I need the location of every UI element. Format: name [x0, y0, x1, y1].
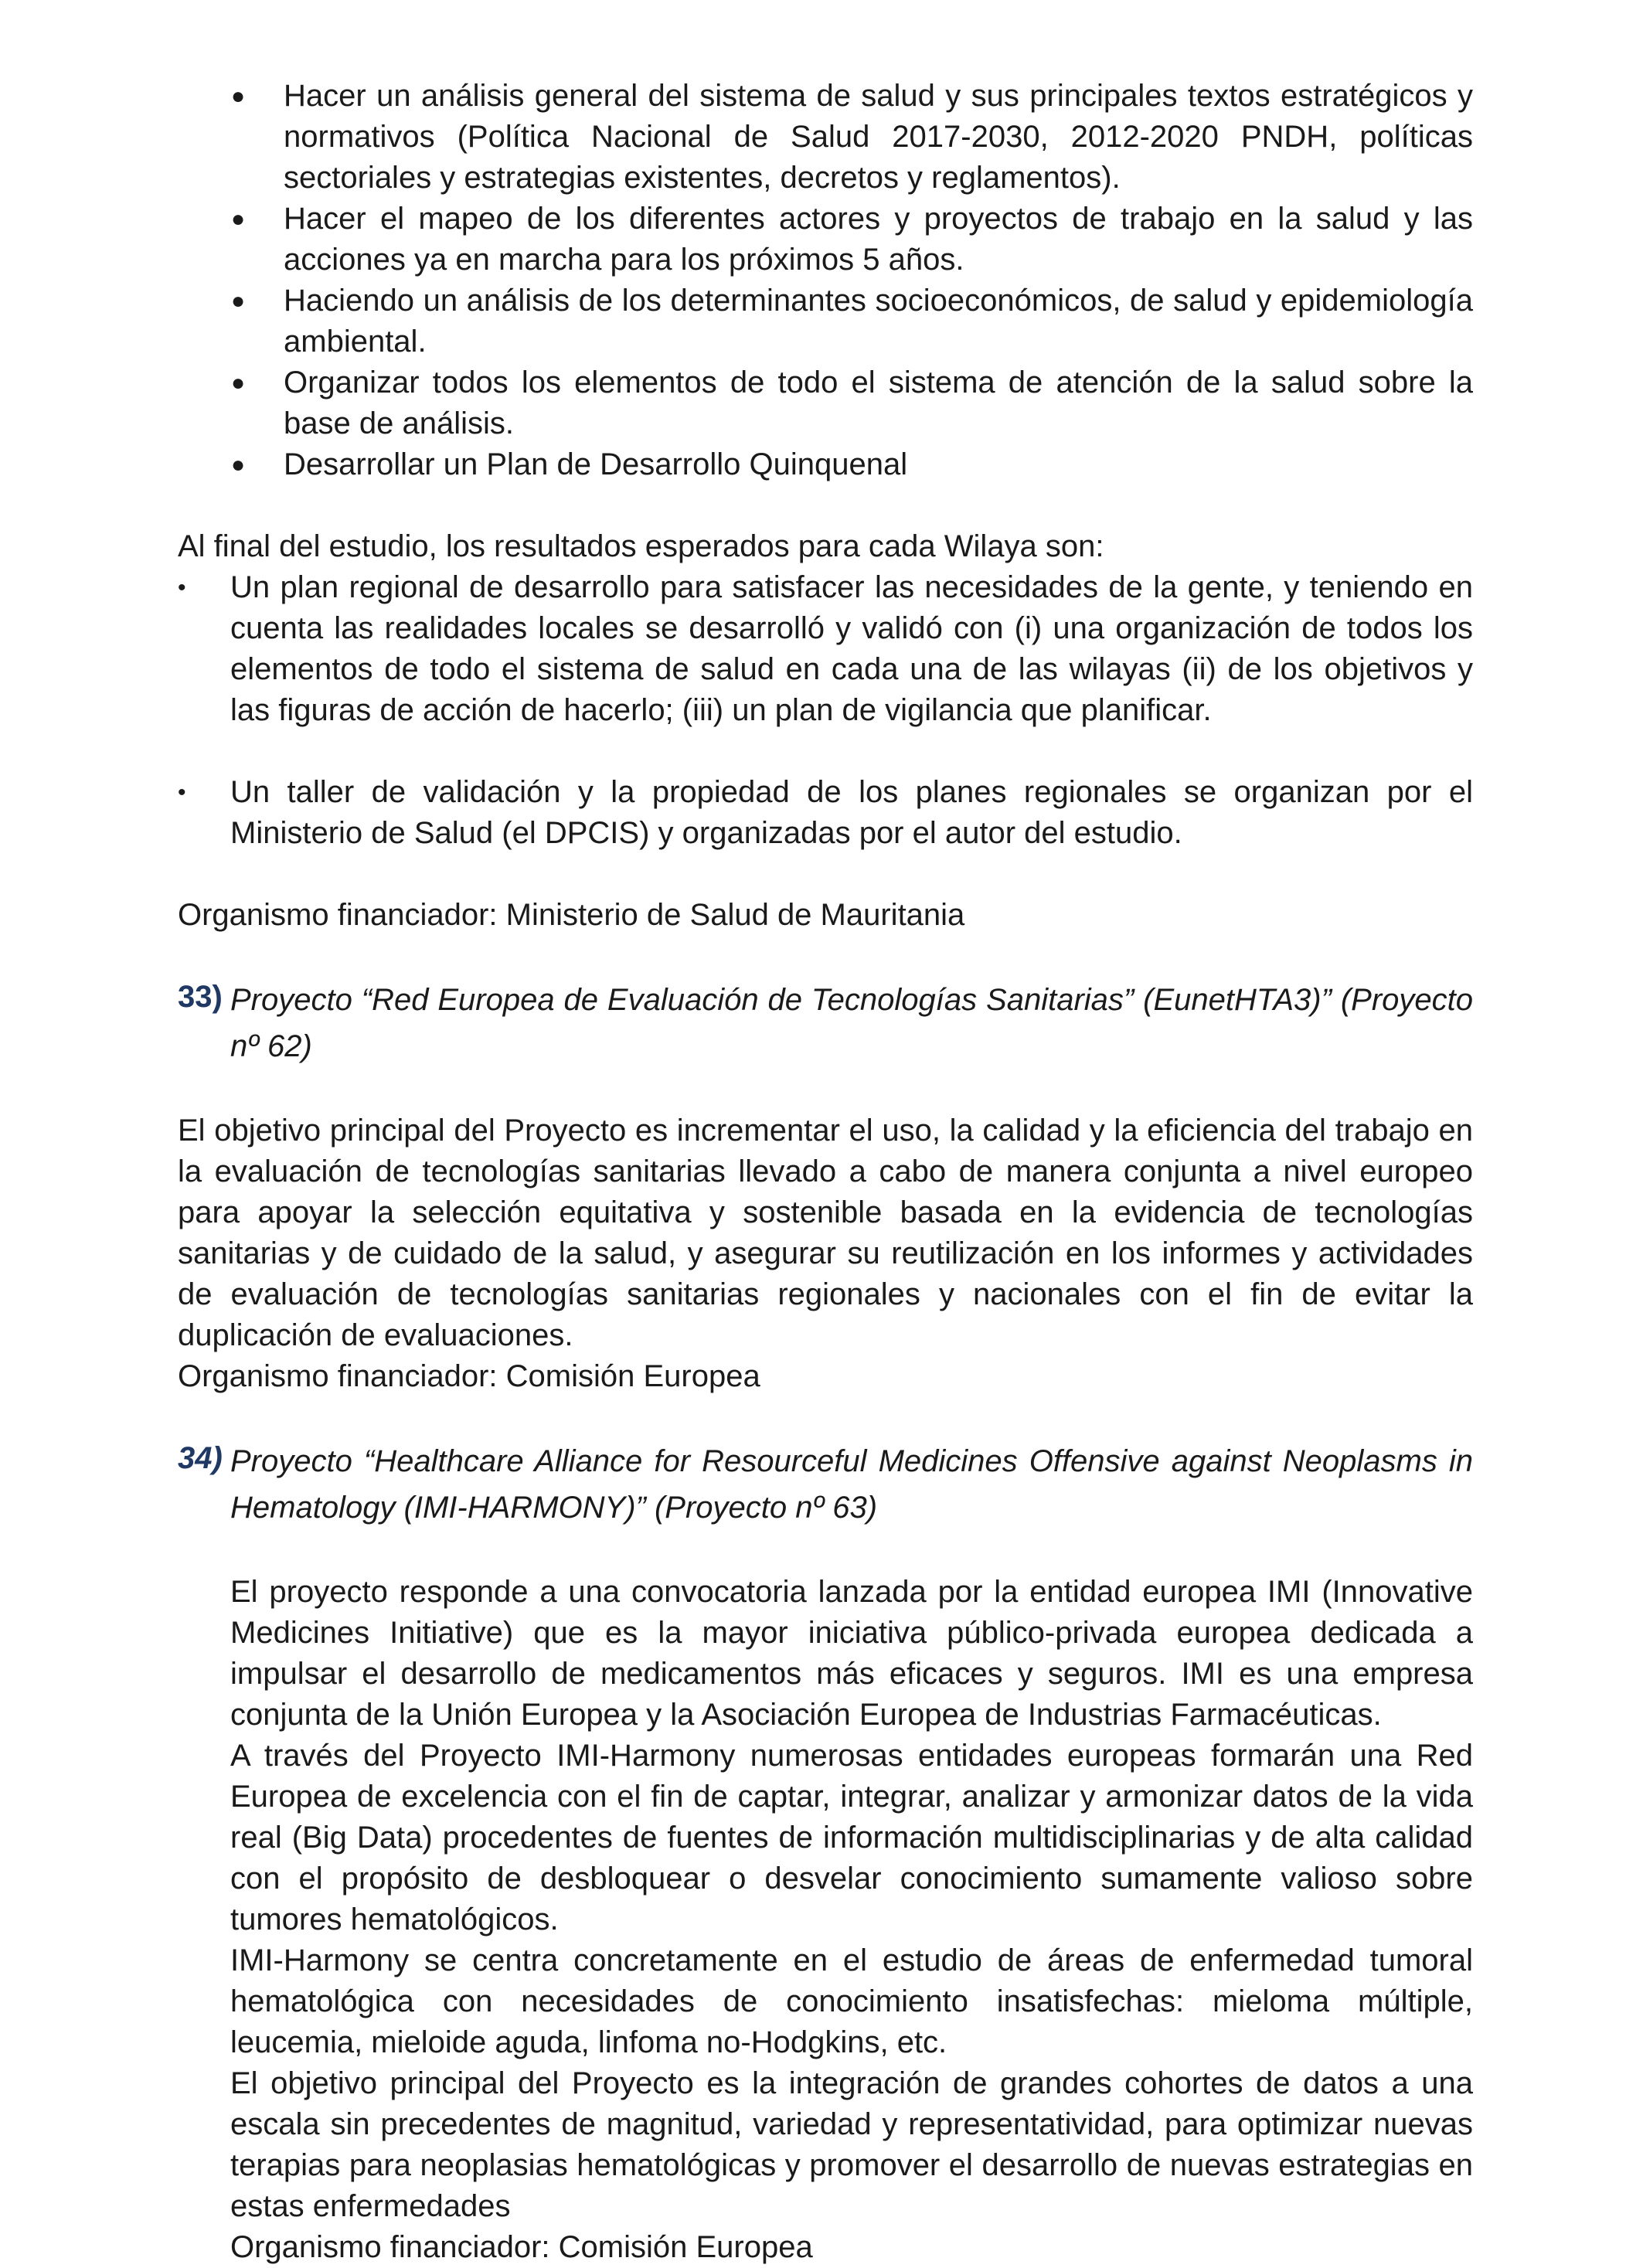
- project-paragraph: A través del Proyecto IMI-Harmony numerosas entidades europeas formarán una Red Europea de excelencia con el fin de captar, integrar, analizar y armonizar datos de la vida real (Big Data) procedentes de fuentes de información multidisciplinarias y de alta calidad con el propósito de desbloquear o desvelar conocimiento sumamente valioso sobre tumores hematológicos.: [230, 1739, 1473, 1936]
- spacer: [178, 485, 1473, 526]
- project-33-description: El objetivo principal del Proyecto es incrementar el uso, la calidad y la eficiencia del trabajo en la evaluación de tecnologías sanitarias llevado a cabo de manera conjunta a nivel europeo para apoyar la selección equitativa y sostenible basada en la evidencia de tecnologías sanitarias y de cuidado de la salud, y asegurar su reutilización en los informes y actividades de evaluación de tecnologías sanitarias regionales y nacionales con el fin de evitar la duplicación de evaluaciones.: [178, 1114, 1473, 1352]
- funder-line: Organismo financiador: Comisión Europea: [178, 1359, 760, 1393]
- list-item-text: Organizar todos los elementos de todo el sistema de atención de la salud sobre la base de análisis.: [284, 366, 1473, 440]
- list-item-text: Haciendo un análisis de los determinantes socioeconómicos, de salud y epidemiología ambiental.: [284, 284, 1473, 359]
- list-item: [178, 772, 1473, 854]
- spacer: [178, 936, 1473, 977]
- bullet-icon: ●: [231, 452, 246, 478]
- spacer: [178, 1531, 1473, 1572]
- page-content: [178, 76, 1473, 2268]
- list-item-text: Hacer un análisis general del sistema de salud y sus principales textos estratégicos y normativos (Política Nacional de Salud 2017-2030, 2012-2020 PNDH, políticas sectoriales y estrategias existentes, decretos y reglamentos).: [284, 79, 1473, 195]
- bullet-icon: ●: [231, 206, 246, 232]
- list-item: [231, 444, 1473, 485]
- project-paragraph: IMI-Harmony se centra concretamente en el estudio de áreas de enfermedad tumoral hematológica con necesidades de conocimiento insatisfechas: mieloma múltiple, leucemia, mieloide aguda, linfoma no-Hodgkins, etc.: [230, 1943, 1473, 2059]
- bullet-icon: •: [178, 575, 186, 600]
- bullet-icon: ●: [231, 83, 246, 109]
- bullet-icon: ●: [231, 370, 246, 396]
- list-item: [231, 281, 1473, 362]
- project-title: Proyecto “Red Europea de Evaluación de Tecnologías Sanitarias” (EunetHTA3)” (Proyecto nº 62): [230, 983, 1473, 1063]
- list-item-text: Desarrollar un Plan de Desarrollo Quinquenal: [284, 447, 908, 481]
- list-item: [231, 362, 1473, 444]
- spacer: [178, 854, 1473, 895]
- project-number: 34): [178, 1441, 223, 1475]
- funder-line: Organismo financiador: Ministerio de Salud de Mauritania: [178, 898, 965, 932]
- project-title: Proyecto “Healthcare Alliance for Resourceful Medicines Offensive against Neoplasms in Hematology (IMI-HARMONY)” (Proyecto nº 63): [230, 1444, 1473, 1525]
- spacer: [178, 1397, 1473, 1438]
- list-item: [178, 567, 1473, 731]
- list-item-text: Un plan regional de desarrollo para satisfacer las necesidades de la gente, y teniendo en cuenta las realidades locales se desarrolló y validó con (i) una organización de todos los elementos de todo el sistema de salud en cada una de las wilayas (ii) de los objetivos y las figuras de acción de hacerlo; (iii) un plan de vigilancia que planificar.: [230, 570, 1473, 727]
- bullet-icon: •: [178, 780, 186, 805]
- results-list: [178, 567, 1473, 854]
- list-item: [231, 199, 1473, 281]
- project-34-body: [178, 1572, 1473, 2268]
- objectives-list: [178, 76, 1473, 485]
- project-number: 33): [178, 980, 223, 1014]
- project-paragraph: El objetivo principal del Proyecto es la integración de grandes cohortes de datos a una escala sin precedentes de magnitud, variedad y representatividad, para optimizar nuevas terapias para neoplasias hematológicas y promover el desarrollo de nuevas estrategias en estas enfermedades: [230, 2066, 1473, 2223]
- list-item-text: Un taller de validación y la propiedad de los planes regionales se organizan por el Ministerio de Salud (el DPCIS) y organizadas por el autor del estudio.: [230, 775, 1473, 850]
- list-item-text: Hacer el mapeo de los diferentes actores y proyectos de trabajo en la salud y las acciones ya en marcha para los próximos 5 años.: [284, 202, 1473, 277]
- project-paragraph: El proyecto responde a una convocatoria lanzada por la entidad europea IMI (Innovative Medicines Initiative) que es la mayor iniciativa público-privada europea dedicada a impulsar el desarrollo de medicamentos más eficaces y seguros. IMI es una empresa conjunta de la Unión Europea y la Asociación Europea de Industrias Farmacéuticas.: [230, 1575, 1473, 1732]
- funder-line: Organismo financiador: Comisión Europea: [230, 2230, 813, 2264]
- project-33-heading: [178, 977, 1473, 1069]
- list-item: [231, 76, 1473, 199]
- bullet-icon: ●: [231, 288, 246, 314]
- spacer: [178, 1069, 1473, 1110]
- project-34-heading: [178, 1438, 1473, 1531]
- results-intro: Al final del estudio, los resultados esperados para cada Wilaya son:: [178, 529, 1104, 563]
